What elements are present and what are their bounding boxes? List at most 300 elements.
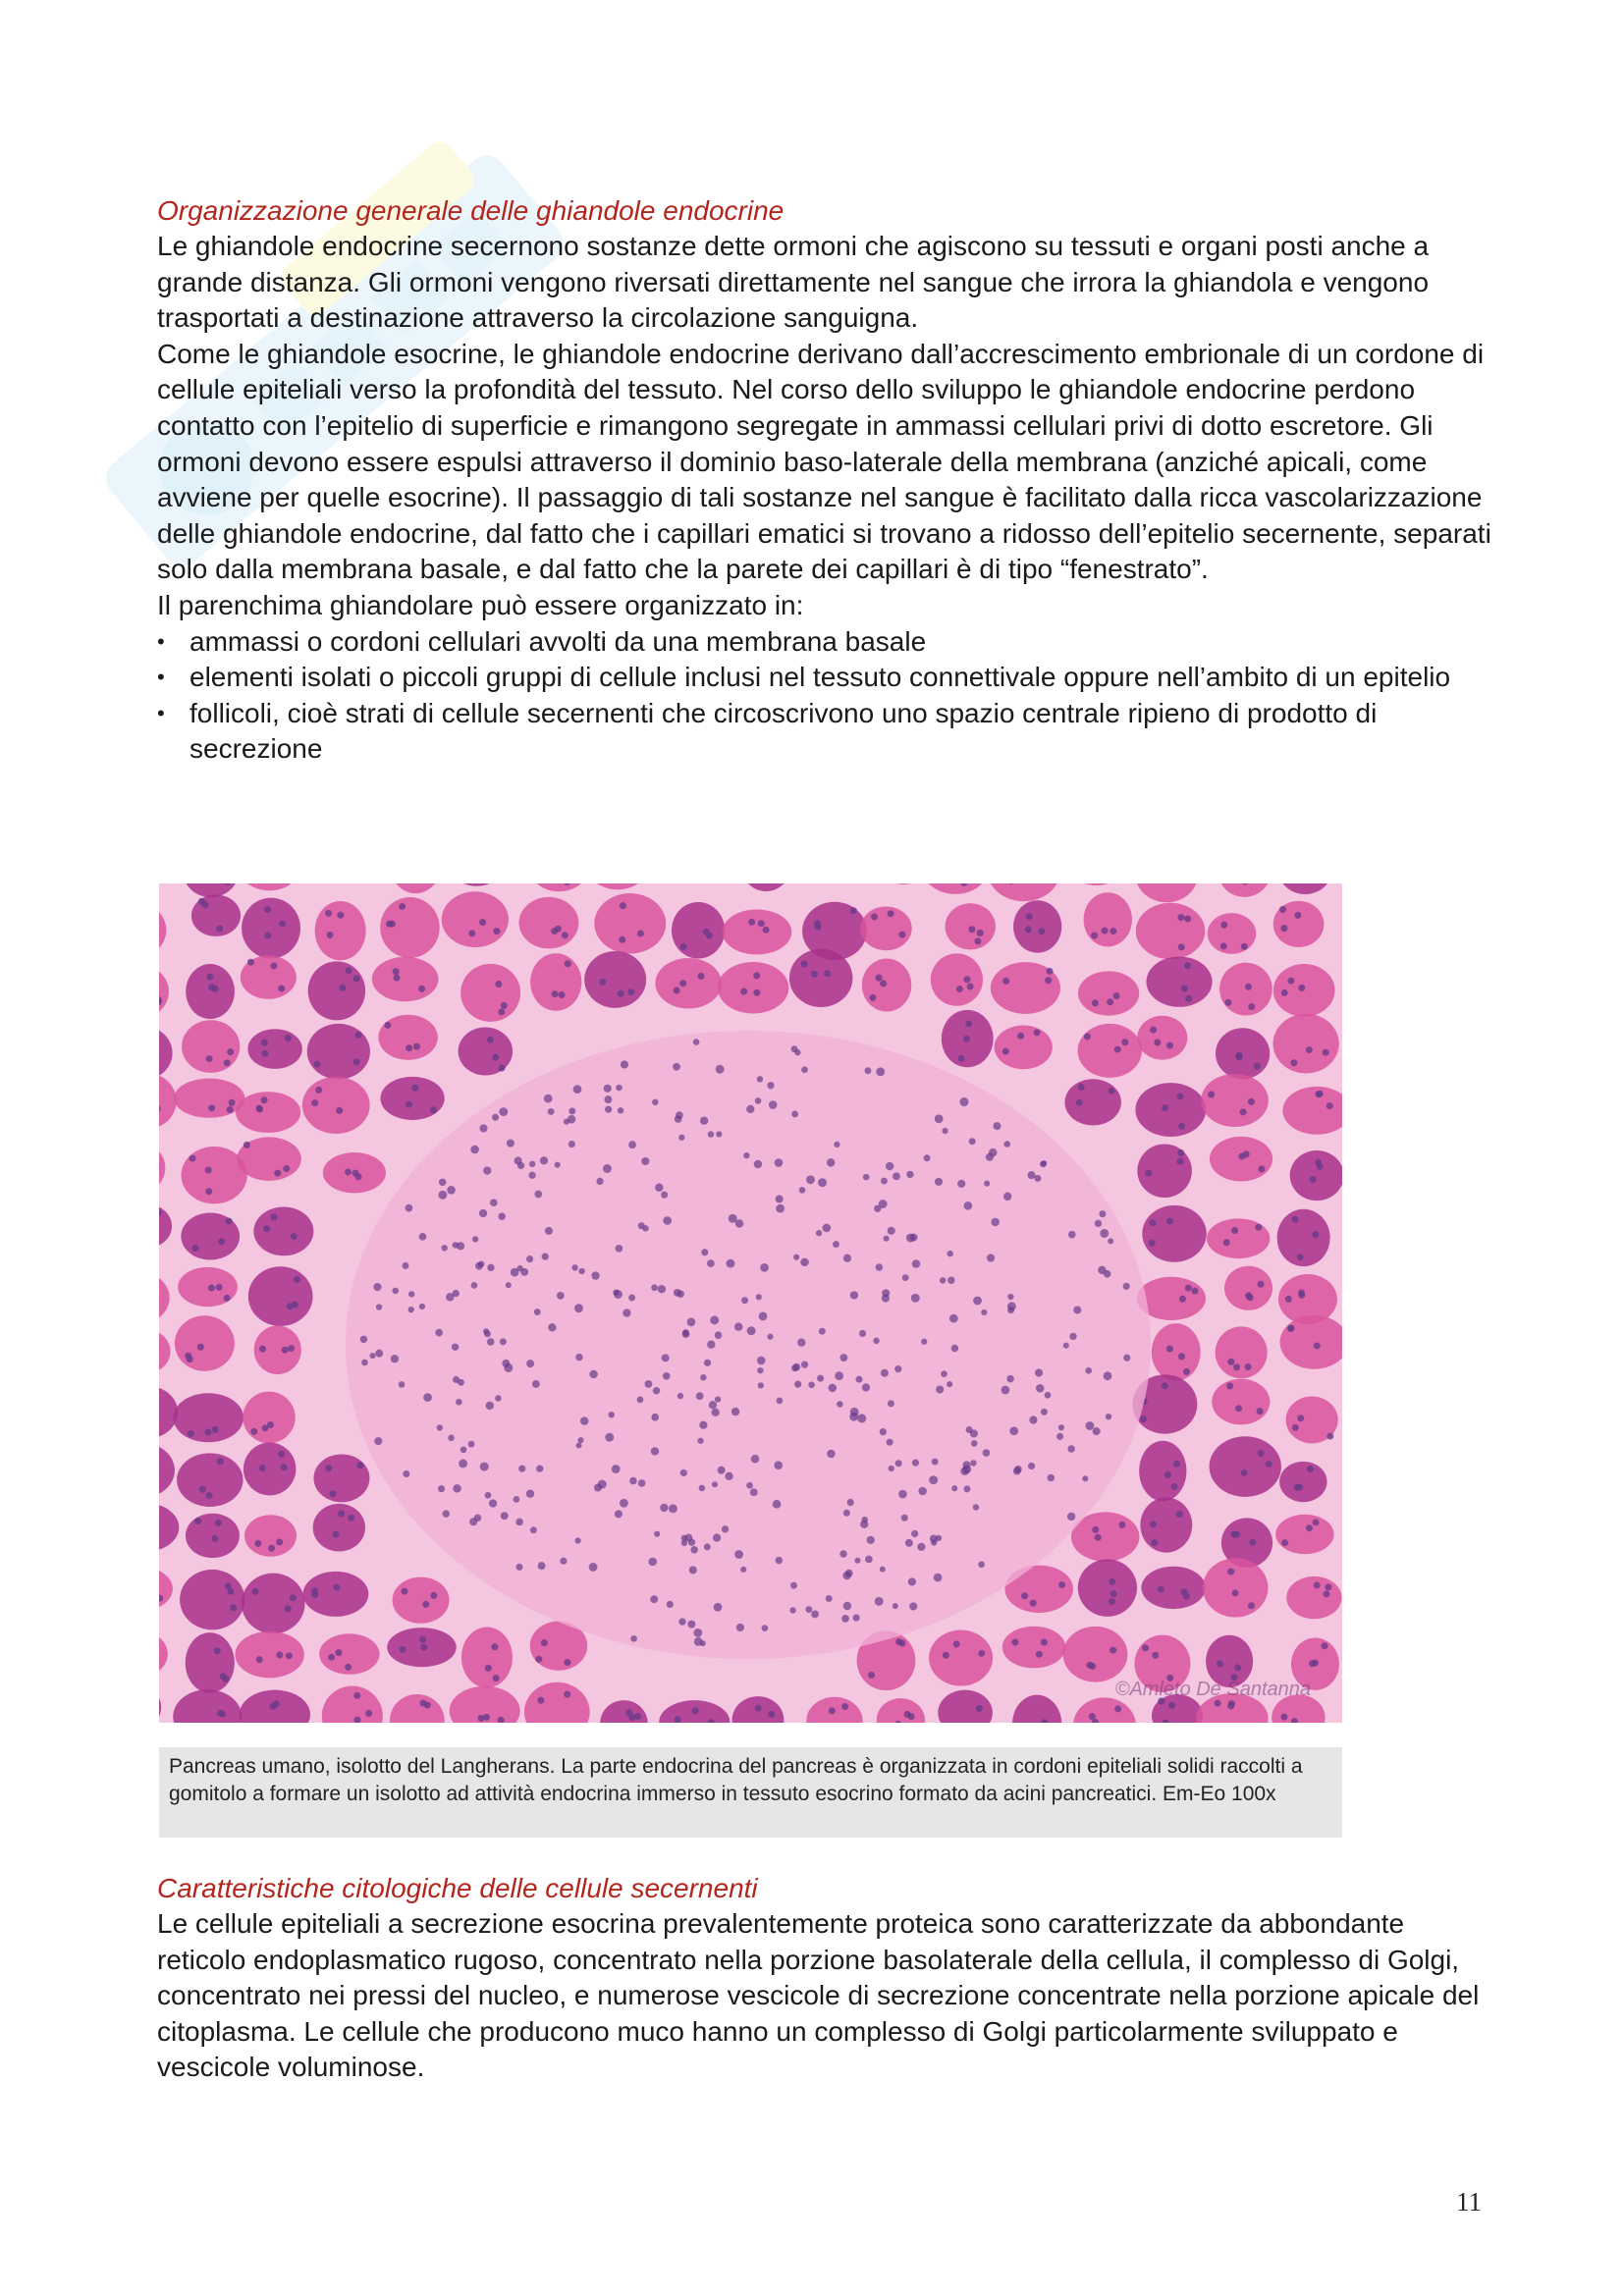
nucleus [327,932,334,938]
nucleus [908,1577,916,1585]
nucleus [1183,1593,1190,1600]
nucleus [259,1465,266,1471]
nucleus [589,1370,597,1378]
nucleus [548,1108,555,1115]
nucleus [651,1447,659,1455]
nucleus [862,1383,870,1391]
nucleus [881,1178,888,1185]
acinus [1139,1441,1186,1502]
nucleus [727,1259,735,1268]
nucleus [453,1484,461,1493]
nucleus [1279,906,1286,913]
acinus [180,1570,244,1630]
nucleus [1258,1450,1265,1457]
nucleus [854,1558,860,1564]
nucleus [1297,1254,1304,1260]
acinus [1216,1326,1268,1378]
nucleus [794,1049,800,1055]
nucleus [1183,1368,1190,1375]
nucleus [188,1430,194,1437]
nucleus [700,1640,706,1646]
nucleus [676,1111,683,1119]
nucleus [1162,1104,1168,1111]
nucleus [1310,1176,1317,1183]
nucleus [189,1155,195,1162]
nucleus [252,1588,259,1595]
nucleus [616,1245,623,1253]
nucleus [1091,932,1098,938]
nucleus [843,1602,851,1610]
nucleus [1109,1088,1115,1095]
acinus [378,1015,437,1060]
nucleus [960,1467,969,1475]
nucleus [942,1128,947,1134]
nucleus [758,1382,764,1388]
acinus [461,1627,513,1687]
nucleus [384,1022,391,1029]
nucleus [951,1485,957,1491]
nucleus [217,1710,224,1717]
nucleus [1185,1285,1192,1292]
nucleus [811,1610,819,1618]
nucleus [929,1475,938,1484]
nucleus [227,1048,234,1055]
nucleus [199,1486,206,1493]
nucleus [270,962,277,969]
nucleus [901,1515,908,1522]
nucleus [574,1304,583,1312]
nucleus [1297,1415,1304,1421]
nucleus [886,1162,893,1170]
nucleus [663,1216,672,1225]
nucleus [1258,1165,1265,1172]
nucleus [963,1485,970,1492]
nucleus [940,1277,946,1283]
nucleus [288,1345,295,1352]
nucleus [888,1227,895,1235]
nucleus [811,971,818,978]
nucleus [615,1510,623,1518]
nucleus [699,1421,707,1429]
nucleus [753,972,760,979]
nucleus [1231,1227,1238,1234]
nucleus [439,1179,447,1187]
nucleus [790,1582,797,1589]
nucleus [673,1063,680,1071]
nucleus [194,1518,201,1524]
nucleus [208,984,215,990]
nucleus [495,981,502,988]
nucleus [801,961,808,968]
nucleus [1178,1353,1185,1360]
nucleus [1325,1583,1331,1590]
nucleus [911,1530,918,1537]
nucleus [270,1213,277,1220]
nucleus [294,1276,300,1283]
nucleus [619,936,625,943]
nucleus [573,1085,582,1094]
acinus [1140,1498,1192,1553]
nucleus [965,1020,972,1027]
nucleus [420,1644,427,1651]
nucleus [1142,1644,1149,1651]
nucleus [918,1487,927,1496]
acinus [1203,1558,1268,1617]
nucleus [470,1146,479,1154]
nucleus [577,1437,583,1443]
nucleus [1248,1602,1255,1609]
nucleus [479,919,486,926]
nucleus [564,1119,569,1125]
nucleus [893,1603,898,1609]
nucleus [983,1449,991,1457]
nucleus [834,1142,839,1148]
acinus [1152,1323,1201,1381]
nucleus [1104,1270,1111,1278]
nucleus [987,1254,995,1261]
nucleus [898,932,905,938]
nucleus [750,1488,758,1496]
nucleus [605,1433,614,1442]
nucleus [1013,1468,1021,1475]
nucleus [850,1291,858,1299]
nucleus [1150,1219,1157,1226]
nucleus [616,1085,623,1092]
nucleus [1068,1231,1076,1239]
nucleus [202,901,209,908]
nucleus [1151,1539,1158,1546]
acinus [1002,1627,1066,1669]
nucleus [244,1142,250,1148]
nucleus [978,1650,985,1657]
nucleus [734,1322,743,1331]
nucleus [767,1334,773,1340]
nucleus [1176,1094,1183,1100]
nucleus [906,1234,915,1243]
nucleus [603,1164,612,1173]
nucleus [704,1543,711,1550]
nucleus [971,1440,978,1447]
nucleus [325,1465,332,1471]
acinus [315,901,366,960]
nucleus [688,1539,695,1546]
nucleus [652,1099,659,1106]
nucleus [1092,1526,1099,1533]
nucleus [625,1709,632,1716]
nucleus [393,968,400,975]
nucleus [697,1438,703,1444]
acinus [186,964,235,1019]
nucleus [704,1360,711,1366]
nucleus [674,1289,681,1297]
nucleus [682,1329,689,1336]
nucleus [459,1460,467,1468]
nucleus [315,1087,322,1094]
nucleus [818,1178,827,1187]
nucleus [1114,1046,1121,1053]
nucleus [1255,1224,1262,1231]
nucleus [551,928,558,934]
nucleus [1236,1052,1243,1059]
nucleus [869,994,876,1001]
nucleus [1092,999,1099,1006]
nucleus [283,1165,290,1172]
nucleus [514,1496,520,1503]
nucleus [1034,1029,1041,1036]
acinus [1216,1028,1270,1079]
nucleus [424,1702,431,1709]
acinus [244,1443,296,1496]
nucleus [1223,1239,1230,1246]
nucleus [698,973,705,980]
nucleus [562,932,568,938]
nucleus [229,1099,236,1106]
nucleus [520,1268,528,1276]
nucleus [285,1605,292,1612]
nucleus [406,1101,412,1108]
acinus [860,907,911,951]
nucleus [973,1297,982,1306]
nucleus [863,1174,870,1181]
nucleus [1106,1414,1111,1419]
nucleus [346,967,352,974]
acinus [530,953,581,1011]
acinus [1141,1567,1205,1609]
acinus [1208,913,1256,954]
nucleus [437,1424,443,1430]
nucleus [369,1353,375,1359]
nucleus [1173,1461,1180,1468]
nucleus [311,1587,318,1594]
nucleus [338,1510,345,1517]
nucleus [759,1311,768,1320]
nucleus [1166,1042,1173,1049]
nucleus [471,1282,478,1289]
nucleus [254,1540,261,1547]
acinus [1146,956,1212,1006]
acinus [519,897,579,948]
nucleus [614,1290,623,1299]
nucleus [850,907,857,914]
nucleus [1001,1386,1010,1395]
nucleus [208,1104,215,1111]
nucleus [881,1369,889,1377]
nucleus [827,1450,835,1458]
nucleus [874,1205,881,1212]
acinus [655,958,722,1008]
nucleus [1006,1375,1014,1383]
nucleus [993,1122,1001,1130]
nucleus [479,1124,487,1132]
nucleus [806,1175,815,1184]
acinus [182,1020,240,1073]
nucleus [485,1665,492,1672]
nucleus [264,933,271,939]
nucleus [687,1621,695,1629]
nucleus [453,1376,460,1383]
acinus [929,1630,993,1686]
nucleus [876,1067,885,1076]
nucleus [894,1365,901,1372]
nucleus [1227,1359,1234,1365]
acinus [672,902,725,959]
nucleus [776,1195,784,1202]
nucleus [794,1381,801,1388]
nucleus [247,959,254,966]
nucleus [1069,1333,1076,1340]
nucleus [529,1161,536,1168]
nucleus [628,1141,636,1148]
nucleus [206,974,213,981]
nucleus [1281,989,1288,996]
nucleus [478,1715,485,1722]
nucleus [1002,1048,1009,1055]
nucleus [827,1158,835,1166]
nucleus [674,988,680,994]
nucleus [1158,1586,1164,1593]
nucleus [498,1008,505,1015]
nucleus [887,1439,893,1446]
nucleus [400,1646,406,1653]
nucleus [1184,916,1191,923]
nucleus [833,1241,839,1248]
nucleus [1248,1098,1255,1105]
nucleus [638,1222,645,1229]
nucleus [1040,1160,1047,1167]
nucleus [650,1595,658,1603]
nucleus [800,1258,809,1267]
nucleus [1227,1702,1234,1709]
nucleus [375,1350,383,1358]
acinus [931,953,983,1005]
nucleus [1114,1705,1121,1712]
bullet-item: • follicoli, cioè strati di cellule secernenti che circoscrivono uno spazio centrale ripieno di prodotto di secrezione [157,697,1378,765]
nucleus [693,1629,702,1637]
nucleus [713,1533,721,1541]
nucleus [530,1526,537,1533]
acinus [1136,903,1206,959]
nucleus [1067,1513,1075,1521]
nucleus [545,1227,553,1235]
nucleus [386,921,393,928]
nucleus [1241,1469,1248,1476]
nucleus [755,1097,762,1104]
nucleus [637,931,644,937]
nucleus [1233,1531,1240,1538]
acinus [186,1632,235,1693]
nucleus [311,1099,318,1106]
nucleus [1224,999,1231,1006]
nucleus [1067,1445,1074,1452]
nucleus [1220,922,1227,929]
nucleus [935,1114,944,1123]
nucleus [654,1531,660,1537]
nucleus [1235,1405,1242,1412]
nucleus [544,1095,553,1103]
nucleus [419,1233,427,1241]
nucleus [964,1201,973,1210]
nucleus [423,1393,432,1402]
nucleus [589,1563,598,1572]
nucleus [693,1039,700,1045]
acinus [186,1514,240,1558]
nucleus [211,1535,218,1542]
nucleus [620,1499,628,1508]
nucleus [777,1397,784,1404]
nucleus [716,1131,722,1137]
nucleus [483,1328,489,1334]
nucleus [1287,978,1294,985]
nucleus [575,1354,582,1361]
nucleus [435,1329,443,1337]
nucleus [860,1521,868,1528]
nucleus [715,1331,723,1339]
nucleus [909,1602,917,1610]
nucleus [932,1459,939,1466]
acinus [253,1206,313,1255]
nucleus [526,1490,534,1498]
nucleus [1154,1040,1161,1046]
acinus [235,1631,303,1679]
nucleus [514,1156,522,1164]
nucleus [718,1467,726,1474]
nucleus [227,1106,234,1113]
nucleus [690,1546,698,1554]
nucleus [1181,986,1188,992]
nucleus [502,1360,510,1367]
nucleus [345,1664,352,1671]
nucleus [1009,1426,1018,1435]
paragraph: Le ghiandole endocrine secernono sostanze dette ormoni che agiscono su tessuti e organi posti anche a grande distanza. Gli ormoni vengono riversati direttamente nel sangue che irrora la ghiandola e vengono trasportati a destinazione attraverso la circolazione sanguigna. [157,231,1430,334]
nucleus [789,1607,795,1613]
nucleus [776,1557,783,1564]
nucleus [637,1397,644,1404]
nucleus [1306,1046,1313,1053]
nucleus [1298,985,1305,991]
nucleus [638,1479,646,1487]
nucleus [1104,1371,1112,1380]
nucleus [1095,1220,1102,1227]
nucleus [1113,992,1120,999]
nucleus [716,1065,725,1074]
nucleus [598,1480,607,1489]
nucleus [767,1082,774,1089]
nucleus [518,1466,525,1472]
nucleus [540,1156,548,1164]
nucleus [859,1330,866,1337]
nucleus [1176,1511,1183,1518]
nucleus [837,1401,842,1407]
acinus [995,1026,1053,1070]
nucleus [1145,1170,1152,1177]
nucleus [526,1255,533,1262]
nucleus [1317,1091,1324,1097]
nucleus [1007,1307,1014,1313]
nucleus [480,1463,489,1471]
nucleus [888,910,894,917]
nucleus [339,985,346,991]
nucleus [291,1233,298,1240]
nucleus [902,1274,909,1281]
nucleus [408,1307,414,1312]
page-number: 11 [1456,2187,1482,2216]
nucleus [808,1381,815,1388]
nucleus [947,1381,952,1387]
nucleus [935,1178,943,1186]
nucleus [760,1263,769,1272]
nucleus [843,1255,851,1262]
nucleus [692,1707,699,1714]
